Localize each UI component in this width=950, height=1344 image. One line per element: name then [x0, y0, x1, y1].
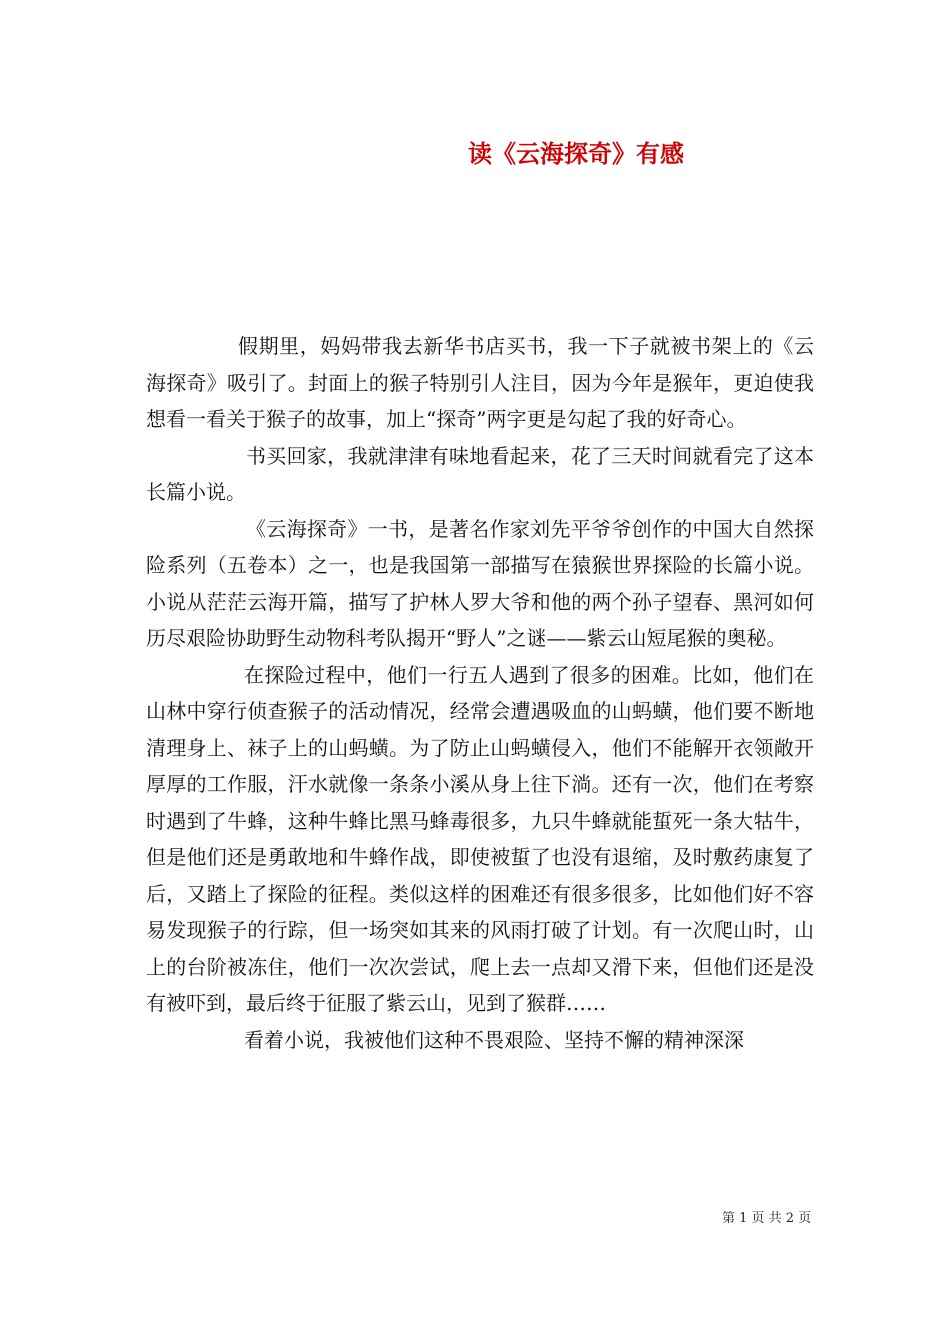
paragraph-1: 假期里，妈妈带我去新华书店买书，我一下子就被书架上的《云海探奇》吸引了。封面上的猴子特别引人注目，因为今年是猴年，更迫使我想看一看关于猴子的故事，加上“探奇”两字更是勾起了我的好奇心。: [146, 334, 814, 431]
paragraph-5: 看着小说，我被他们这种不畏艰险、坚持不懈的精神深深: [244, 1027, 744, 1052]
page-number-footer: 第 1 页 共 2 页: [722, 1211, 812, 1226]
paragraph-4: 在探险过程中，他们一行五人遇到了很多的困难。比如，他们在山林中穿行侦查猴子的活动情况，经常会遭遇吸血的山蚂蟥，他们要不断地清理身上、袜子上的山蚂蟥。为了防止山蚂蟥侵入，他们不能解开衣领敞开厚厚的工作服，汗水就像一条条小溪从身上往下淌。还有一次，他们在考察时遇到了牛蜂，这种牛蜂比黑马蜂毒很多，九只牛蜂就能蜇死一条大牯牛，但是他们还是勇敢地和牛蜂作战，即使被蜇了也没有退缩，及时敷药康复了后，又踏上了探险的征程。类似这样的困难还有很多很多，比如他们好不容易发现猴子的行踪，但一场突如其来的风雨打破了计划。有一次爬山时，山上的台阶被冻住，他们一次次尝试，爬上去一点却又滑下来，但他们还是没有被吓到，最后终于征服了紫云山，见到了猴群……: [146, 662, 814, 1015]
paragraph-3: 《云海探奇》一书，是著名作家刘先平爷爷创作的中国大自然探险系列（五卷本）之一，也是我国第一部描写在猿猴世界探险的长篇小说。小说从茫茫云海开篇，描写了护林人罗大爷和他的两个孙子望春、黑河如何历尽艰险协助野生动物科考队揭开“野人”之谜——紫云山短尾猴的奥秘。: [146, 516, 814, 650]
document-title: 读《云海探奇》有感: [468, 139, 684, 168]
document-body: [146, 328, 814, 1058]
paragraph-2: 书买回家，我就津津有味地看起来，花了三天时间就看完了这本长篇小说。: [146, 443, 814, 504]
